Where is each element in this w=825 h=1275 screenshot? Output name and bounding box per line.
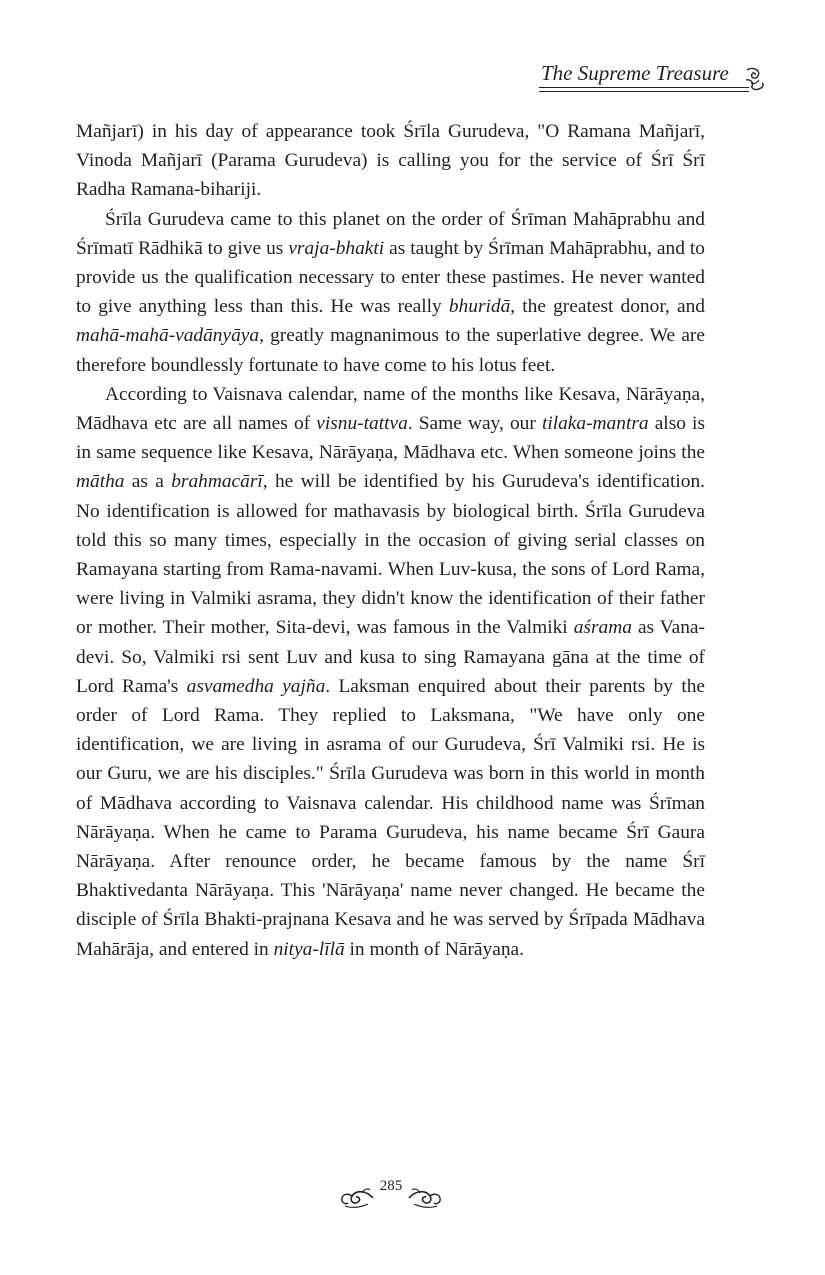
- text-run: , greatly magnanimous to the superlative degree. We are therefore boundlessly fortunate to have come to his lotus feet.: [76, 325, 705, 376]
- text-run: . Same way, our: [407, 413, 542, 435]
- scroll-flourish-icon: [743, 66, 765, 92]
- floral-flourish-icon: [340, 1184, 374, 1210]
- header-rule-thin: [539, 91, 749, 92]
- italic-term: mahā-mahā-vadānyāya: [76, 325, 260, 347]
- text-run: in month of Nārāyaṇa.: [344, 938, 524, 960]
- header-rule: [539, 87, 749, 88]
- italic-term: vraja-bhakti: [288, 237, 385, 259]
- italic-term: aśrama: [573, 617, 632, 639]
- paragraph-2: [76, 205, 705, 380]
- text-run: Mañjarī) in his day of appearance took Śrīla Gurudeva, "O Ramana Mañjarī, Vinoda Mañjarī (Parama Gurudeva) is calling you for the service of Śrī Śrī Radha Ramana-bihariji.: [76, 121, 705, 201]
- running-header: [539, 58, 765, 92]
- text-run: as a: [124, 471, 172, 493]
- text-run: Śrīla Gurudeva came to this planet on the order of Śrīman Mahāprabhu and Śrīmatī Rādhikā to give us: [76, 208, 705, 259]
- italic-term: mātha: [76, 471, 125, 493]
- text-run: also is in same sequence like Kesava, Nārāyaṇa, Mādhava etc. When someone joins the: [76, 413, 705, 464]
- italic-term: bhuridā: [448, 296, 511, 318]
- page-footer: [340, 1178, 442, 1212]
- italic-term: tilaka-mantra: [541, 413, 649, 435]
- floral-flourish-icon: [408, 1184, 442, 1210]
- italic-term: brahmacārī: [171, 471, 263, 493]
- text-run: . Laksman enquired about their parents by the order of Lord Rama. They replied to Laksmana, "We have only one identification, we are living in asrama of our Gurudeva, Śrī Valmiki rsi. He is our Guru, we are his disciples." Śrīla Gurudeva was born in this world in month of Mādhava according to Vaisnava calendar. His childhood name was Śrīman Nārāyaṇa. When he came to Parama Gurudeva, his name became Śrī Gaura Nārāyaṇa. After renounce order, he became famous by the name Śrī Bhaktivedanta Nārāyaṇa. This 'Nārāyaṇa' name never changed. He became the disciple of Śrīla Bhakti-prajnana Kesava and he was served by Śrīpada Mādhava Mahārāja, and entered in: [76, 675, 706, 960]
- text-run: According to Vaisnava calendar, name of the months like Kesava, Nārāyaṇa, Mādhava etc are all names of: [76, 383, 705, 435]
- italic-term: nitya-līlā: [273, 938, 345, 960]
- paragraph-3: [76, 380, 705, 964]
- text-run: , he will be identified by his Gurudeva's identification. No identification is allowed for mathavasis by biological birth. Śrīla Gurudeva told this so many times, especially in the occasion of giving serial classes on Ramayana starting from Rama-navami. When Luv-kusa, the sons of Lord Rama, were living in Valmiki asrama, they didn't know the identification of their father or mother. Their mother, Sita-devi, was famous in the Valmiki: [76, 471, 705, 639]
- paragraph-1: [76, 117, 705, 205]
- page-number: 285: [379, 1178, 403, 1194]
- running-title: The Supreme Treasure: [541, 61, 729, 85]
- italic-term: visnu-tattva: [316, 413, 408, 435]
- text-run: as Vana-devi. So, Valmiki rsi sent Luv and kusa to sing Ramayana gāna at the time of Lord Rama's: [76, 617, 705, 697]
- italic-term: asvamedha yajña: [186, 675, 326, 697]
- text-run: , the greatest donor, and: [510, 296, 705, 318]
- text-run: as taught by Śrīman Mahāprabhu, and to provide us the qualification necessary to enter these pastimes. He never wanted to give anything less than this. He was really: [76, 237, 705, 318]
- body-text: [76, 117, 705, 964]
